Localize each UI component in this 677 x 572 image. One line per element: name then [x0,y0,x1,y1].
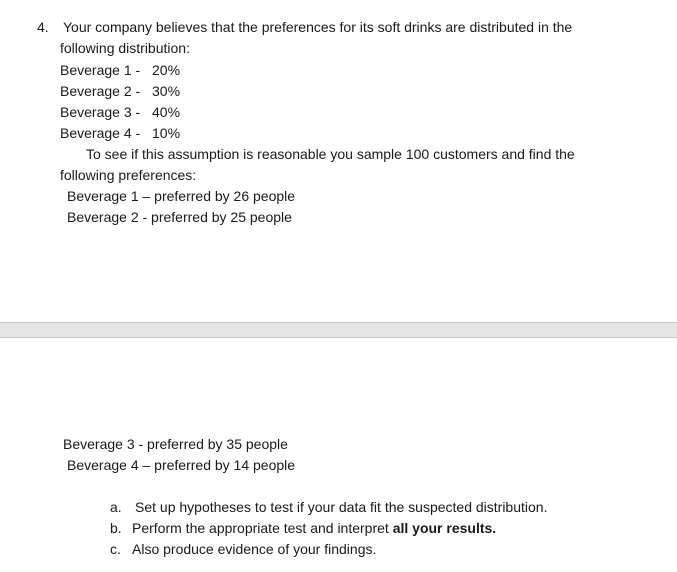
part-text-bold: all your results [392,520,493,536]
part-text [132,519,496,537]
distribution-label: Beverage 1 - [60,62,141,78]
distribution-value: 10% [152,125,181,141]
part-letter: b. [110,520,122,536]
observed-item: Beverage 2 - preferred by 25 people [67,209,292,225]
distribution-item [60,61,181,79]
page-break-divider [0,322,677,338]
sample-paragraph-line1: To see if this assumption is reasonable you sample 100 customers and find the [86,146,575,162]
part-text: Set up hypotheses to test if your data fit the suspected distribution. [135,499,548,515]
distribution-value: 40% [152,104,181,120]
distribution-value: 30% [152,83,181,99]
part-text-plain: Perform the appropriate test and interpret [132,520,393,536]
distribution-label: Beverage 2 - [60,83,141,99]
part-text-tail: . [492,520,497,536]
distribution-label: Beverage 4 - [60,125,141,141]
question-intro-line1: Your company believes that the preferences for its soft drinks are distributed in the [63,19,573,35]
observed-item: Beverage 3 - preferred by 35 people [63,436,288,452]
distribution-item [60,82,181,100]
part-letter: a. [110,499,122,515]
observed-item: Beverage 4 – preferred by 14 people [67,457,296,473]
part-text: Also produce evidence of your findings. [132,541,377,557]
distribution-value: 20% [152,62,181,78]
distribution-item [60,103,181,121]
distribution-label: Beverage 3 - [60,104,141,120]
sample-paragraph-line2: following preferences: [60,167,197,183]
part-letter: c. [110,541,121,557]
observed-item: Beverage 1 – preferred by 26 people [67,188,296,204]
question-number: 4. [37,19,49,35]
distribution-item [60,124,181,142]
question-intro-line2: following distribution: [60,40,190,56]
